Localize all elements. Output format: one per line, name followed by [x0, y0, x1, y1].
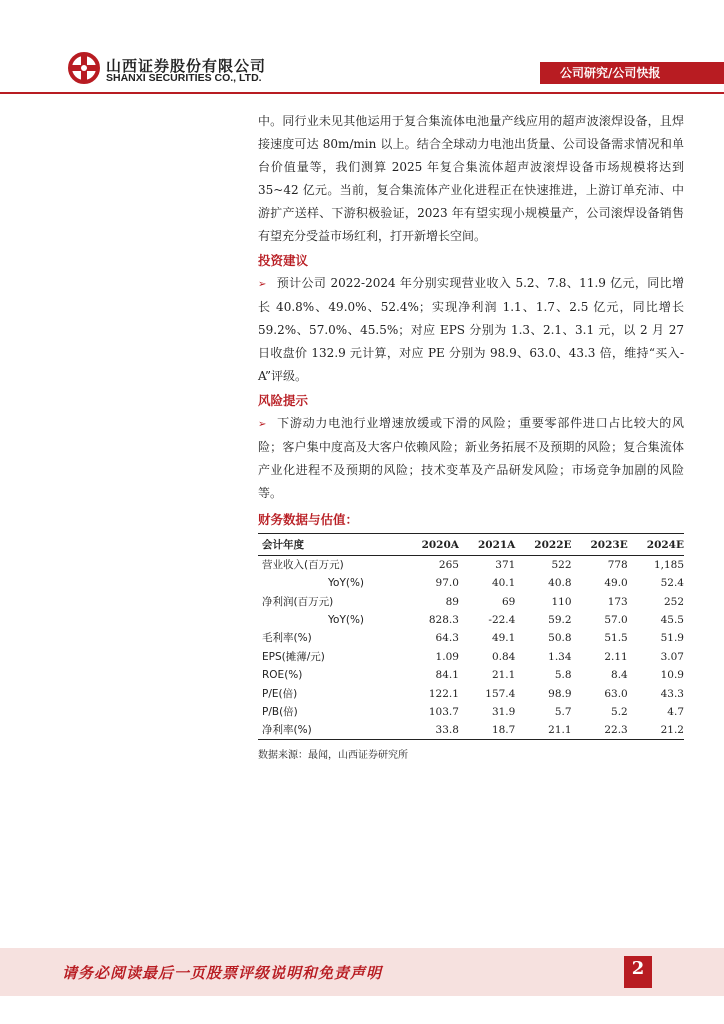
page-number: 2: [631, 958, 645, 979]
row-label: P/E(倍): [262, 687, 298, 700]
header-divider: [0, 92, 724, 94]
table-cell: 265: [438, 559, 459, 571]
table-cell: -22.4: [488, 613, 516, 626]
table-cell: 2.11: [604, 650, 628, 663]
table-row: [258, 611, 684, 629]
table-cell: 63.0: [604, 687, 628, 700]
table-cell: 778: [607, 559, 628, 571]
table-cell: 110: [551, 595, 572, 608]
table-cell: 5.8: [554, 669, 572, 682]
table-cell: 1.09: [435, 650, 459, 663]
table-cell: 49.1: [491, 632, 516, 645]
table-header-row: [258, 534, 684, 556]
table-cell: 31.9: [491, 705, 516, 718]
table-cell: 69: [501, 595, 516, 608]
table-cell: 103.7: [428, 705, 459, 718]
table-cell: 21.2: [628, 721, 684, 740]
table-cell: 64.3: [435, 632, 459, 645]
table-row: [258, 721, 684, 740]
table-cell: 89: [445, 595, 459, 608]
table-cell: 21.1: [491, 669, 516, 682]
table-cell: 18.7: [459, 721, 515, 740]
page-header: [0, 0, 724, 100]
company-name-en: SHANXI SECURITIES CO., LTD.: [106, 72, 262, 84]
table-cell: 10.9: [660, 669, 684, 682]
report-type-label: 公司研究/公司快报: [560, 66, 661, 80]
financial-table: [258, 533, 684, 740]
column-header: 2024E: [628, 534, 684, 556]
table-cell: 40.8: [548, 577, 572, 590]
row-label: ROE(%): [262, 669, 303, 682]
table-cell: 49.0: [604, 577, 628, 590]
column-header: 2022E: [515, 534, 571, 556]
table-cell: 0.84: [491, 650, 516, 663]
table-row: [258, 574, 684, 592]
table-row: [258, 684, 684, 702]
table-cell: 45.5: [660, 613, 684, 626]
table-cell: 522: [551, 559, 572, 571]
section-heading-risk: 风险提示: [258, 393, 309, 408]
bullet-arrow-icon: ➢: [258, 419, 267, 430]
table-cell: 5.7: [554, 705, 572, 718]
row-label: EPS(摊薄/元): [262, 650, 325, 663]
bullet-arrow-icon: ➢: [258, 279, 267, 290]
risk-bullet: [258, 412, 684, 505]
table-cell: 84.1: [435, 669, 459, 682]
row-label: 净利率(%): [258, 721, 403, 740]
table-cell: 122.1: [428, 687, 459, 700]
row-label: 净利润(百万元): [262, 595, 334, 608]
table-cell: 173: [607, 595, 628, 608]
table-cell: 4.7: [667, 705, 684, 718]
main-content: [258, 110, 684, 761]
table-row: [258, 592, 684, 610]
row-label: P/B(倍): [262, 705, 298, 718]
table-cell: 57.0: [604, 613, 628, 626]
column-header: 会计年度: [258, 534, 403, 556]
table-cell: 40.1: [491, 577, 516, 590]
footer-disclaimer: 请务必阅读最后一页股票评级说明和免责声明: [62, 964, 383, 982]
column-header: 2020A: [403, 534, 459, 556]
table-row: [258, 666, 684, 684]
data-source-note: 数据来源：最闻，山西证券研究所: [258, 750, 408, 762]
company-name-cn: 山西证券股份有限公司: [106, 57, 267, 75]
table-row: [258, 556, 684, 575]
column-header: 2021A: [459, 534, 515, 556]
table-cell: 8.4: [611, 669, 628, 682]
table-cell: 157.4: [485, 687, 516, 700]
table-cell: 3.07: [660, 650, 684, 663]
company-logo-icon: [68, 52, 100, 84]
investment-text: 预计公司 2022-2024 年分别实现营业收入 5.2、7.8、11.9 亿元，同比增长 40.8%、49.0%、52.4%；实现净利润 1.1、1.7、2.5 亿元，同比增长 59.2%、57.0%、45.5%；对应 EPS 分别为 1.3、2.1、3.1 元，以 2 月 27 日收盘价 132.9 元计算，对应 PE 分别为 98.9、63.0、43.3 倍，维持“买入-A”评级。: [258, 276, 684, 383]
row-label: YoY(%): [328, 613, 365, 626]
intro-paragraph: 中。同行业未见其他运用于复合集流体电池量产线应用的超声波滚焊设备，且焊接速度可达 80m/min 以上。结合全球动力电池出货量、公司设备需求情况和单台价值量等，我们测算 2025 年复合集流体超声波滚焊设备市场规模将达到 35~42 亿元。当前，复合集流体产业化进程正在快速推进，上游订单充沛、中游扩产送样、下游积极验证，2023 年有望实现小规模量产，公司滚焊设备销售有望充分受益市场红利，打开新增长空间。: [258, 114, 684, 243]
table-row: [258, 629, 684, 647]
table-cell: 252: [663, 595, 684, 608]
column-header: 2023E: [572, 534, 628, 556]
table-cell: 5.2: [611, 705, 628, 718]
risk-text: 下游动力电池行业增速放缓或下滑的风险；重要零部件进口占比较大的风险；客户集中度高及大客户依赖风险；新业务拓展不及预期的风险；复合集流体产业化进程不及预期的风险；技术变革及产品研发风险；市场竞争加剧的风险等。: [258, 416, 684, 500]
table-cell: 97.0: [435, 577, 459, 590]
section-heading-investment: 投资建议: [258, 253, 309, 268]
row-label: YoY(%): [328, 577, 365, 590]
table-cell: 21.1: [515, 721, 571, 740]
investment-bullet: [258, 272, 684, 388]
table-cell: 371: [495, 559, 516, 571]
table-cell: 51.9: [660, 632, 684, 645]
table-cell: 22.3: [572, 721, 628, 740]
table-cell: 43.3: [660, 687, 684, 700]
table-cell: 33.8: [403, 721, 459, 740]
row-label: 营业收入(百万元): [262, 559, 344, 571]
table-cell: 59.2: [548, 613, 572, 626]
row-label: 毛利率(%): [262, 632, 312, 645]
table-title: 财务数据与估值：: [258, 512, 359, 527]
table-cell: 51.5: [604, 632, 628, 645]
table-row: [258, 703, 684, 721]
table-cell: 98.9: [548, 687, 572, 700]
table-row: [258, 648, 684, 666]
table-cell: 52.4: [660, 577, 684, 590]
table-cell: 828.3: [428, 613, 459, 626]
table-cell: 50.8: [548, 632, 572, 645]
table-cell: 1,185: [653, 559, 684, 571]
table-cell: 1.34: [548, 650, 572, 663]
